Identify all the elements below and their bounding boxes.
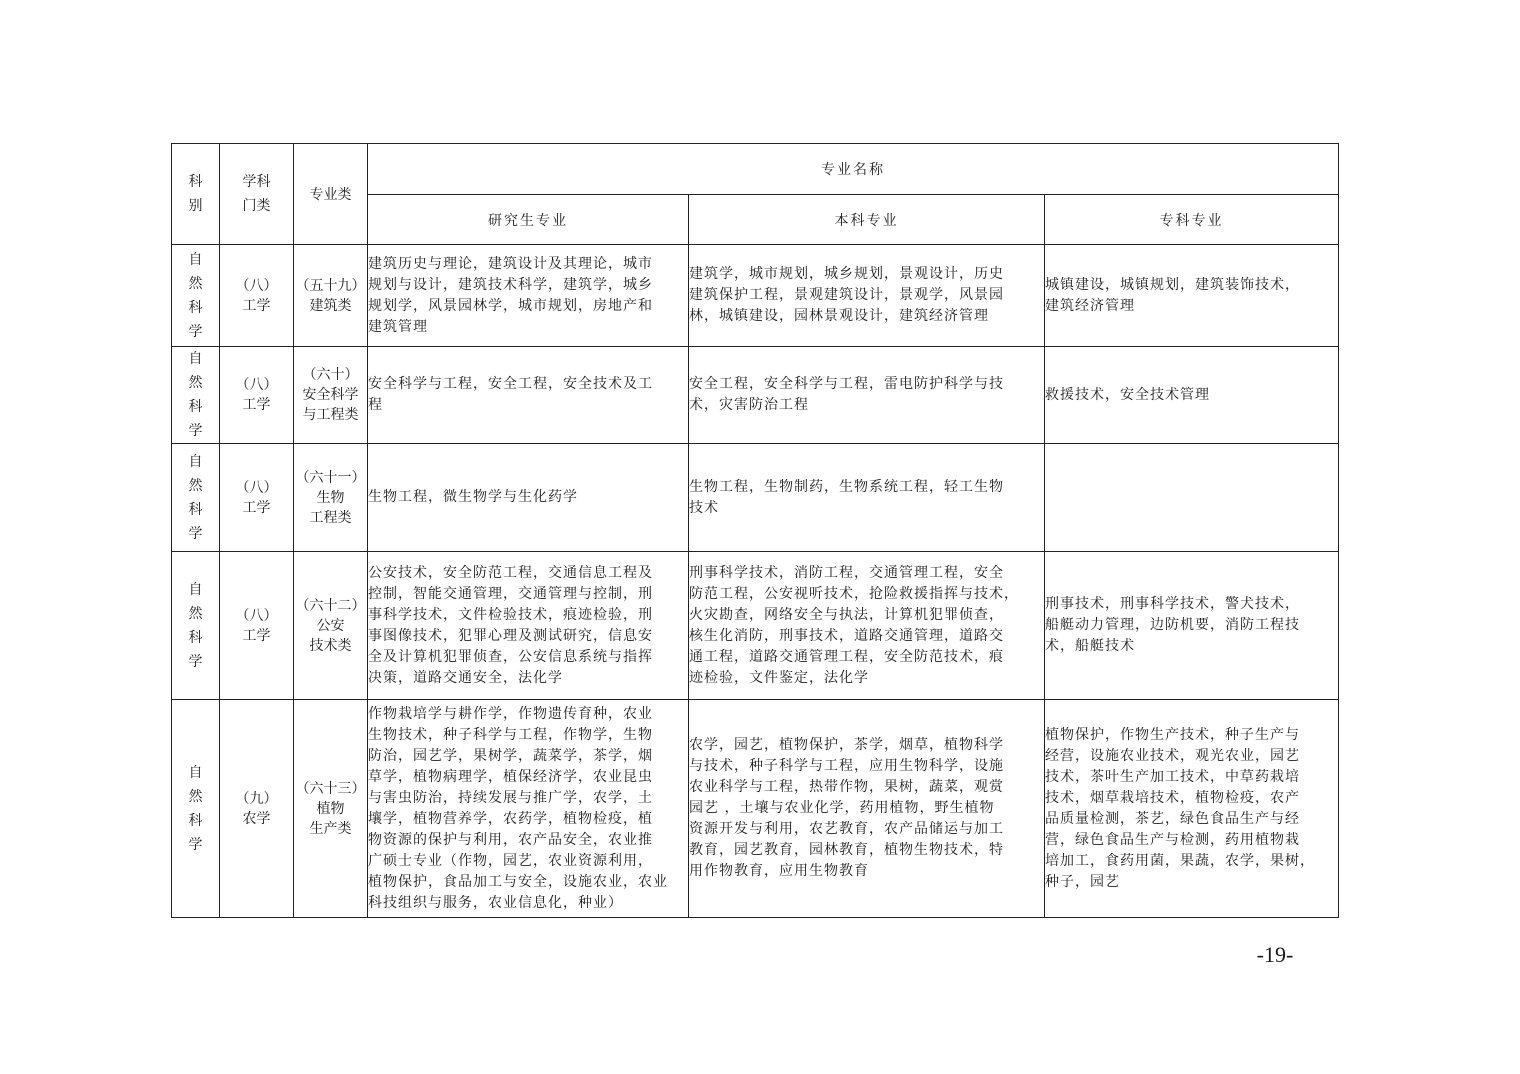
lei-line: 生物: [316, 489, 345, 506]
cell-xueke: [220, 245, 294, 347]
cell-graduate: [368, 700, 689, 918]
header-zhuanyelei: 专业类: [294, 144, 368, 245]
cell-zhuanyelei: [294, 552, 368, 700]
cell-kebie: [172, 552, 220, 700]
lei-line: 工程类: [309, 509, 352, 526]
associate-line: 技术，茶叶生产加工技术，中草药栽培: [1045, 768, 1300, 785]
cell-undergraduate: [689, 552, 1045, 700]
graduate-line: 广硕士专业（作物，园艺，农业资源利用，: [368, 852, 653, 869]
cell-graduate: [368, 552, 689, 700]
cell-kebie: [172, 444, 220, 552]
cell-zhuanyelei: [294, 700, 368, 918]
associate-line: 城镇建设，城镇规划，建筑装饰技术，: [1045, 276, 1300, 293]
header-row-1: [172, 144, 1339, 195]
lei-line: （六十一）: [295, 469, 366, 486]
cell-graduate: [368, 347, 689, 444]
table-row: [172, 444, 1339, 552]
cell-kebie: [172, 245, 220, 347]
table-row: [172, 552, 1339, 700]
lei-line: 技术类: [309, 637, 352, 654]
undergraduate-line: 火灾勘查，网络安全与执法，计算机犯罪侦查，: [689, 606, 1004, 623]
cell-undergraduate: [689, 347, 1045, 444]
undergraduate-line: 防范工程，公安视听技术，抢险救援指挥与技术，: [689, 585, 1019, 602]
undergraduate-line: 技术: [689, 499, 719, 516]
header-kebie: 科别: [172, 144, 220, 245]
graduate-line: 安全科学与工程，安全工程，安全技术及工: [368, 376, 653, 392]
table-body: [172, 245, 1339, 918]
associate-line: 品质量检测，茶艺，绿色食品生产与经: [1045, 810, 1300, 827]
header-xueke: 学科门类: [220, 144, 294, 245]
xueke-line: 工学: [242, 627, 271, 644]
lei-line: （五十九）: [295, 277, 366, 294]
graduate-line: 草学，植物病理学，植保经济学，农业昆虫: [368, 768, 653, 785]
associate-line: 营，绿色食品生产与检测，药用植物栽: [1045, 831, 1300, 848]
cell-associate: [1045, 347, 1339, 444]
graduate-line: 规划与设计，建筑技术科学，建筑学，城乡: [368, 276, 653, 293]
graduate-line: 与害虫防治，持续发展与推广学，农学，土: [368, 789, 653, 806]
undergraduate-line: 林，城镇建设，园林景观设计，建筑经济管理: [689, 308, 989, 324]
xueke-line: 工学: [242, 499, 271, 516]
header-zhuanye-mingcheng: 专业名称: [368, 144, 1339, 195]
graduate-line: 规划学，风景园林学，城市规划，房地产和: [368, 297, 653, 314]
lei-line: （六十三）: [295, 780, 366, 797]
cell-associate: [1045, 444, 1339, 552]
undergraduate-line: 刑事科学技术，消防工程，交通管理工程，安全: [689, 564, 1004, 581]
graduate-line: 建筑管理: [368, 318, 428, 335]
graduate-line: 全及计算机犯罪侦查，公安信息系统与指挥: [368, 648, 653, 665]
xueke-line: 工学: [242, 397, 271, 413]
associate-line: 刑事技术，刑事科学技术，警犬技术，: [1045, 596, 1300, 612]
cell-associate: [1045, 245, 1339, 347]
lei-line: 生产类: [309, 820, 352, 837]
graduate-line: 生物技术，种子科学与工程，作物学，生物: [368, 726, 653, 743]
kebie-text: 自然科学: [188, 351, 203, 439]
associate-line: 术，船艇技术: [1045, 638, 1135, 654]
cell-undergraduate: [689, 444, 1045, 552]
cell-zhuanyelei: [294, 245, 368, 347]
undergraduate-line: 建筑保护工程，景观建筑设计，景观学，风景园: [689, 287, 1004, 303]
undergraduate-line: 生物工程，生物制药，生物系统工程，轻工生物: [689, 478, 1004, 495]
undergraduate-line: 农业科学与工程，热带作物，果树，蔬菜，观赏: [689, 779, 1004, 795]
xueke-line: （九）: [235, 790, 278, 807]
graduate-line: 科技组织与服务，农业信息化，种业）: [368, 894, 623, 911]
lei-line: 建筑类: [309, 297, 352, 314]
associate-line: 培加工，食药用菌，果蔬，农学，果树，: [1045, 852, 1315, 869]
cell-associate: [1045, 700, 1339, 918]
undergraduate-line: 资源开发与利用，农艺教育，农产品储运与加工: [689, 821, 1004, 837]
table-row: [172, 347, 1339, 444]
xueke-line: 工学: [242, 297, 271, 314]
lei-line: （六十）: [302, 367, 359, 383]
table-row: [172, 700, 1339, 918]
lei-line: 公安: [316, 617, 345, 634]
cell-xueke: [220, 552, 294, 700]
table-row: [172, 245, 1339, 347]
kebie-text: 自然科学: [188, 251, 203, 340]
kebie-text: 自然科学: [188, 453, 203, 542]
graduate-line: 事图像技术，犯罪心理及测试研究，信息安: [368, 627, 653, 644]
undergraduate-line: 核生化消防，刑事技术，道路交通管理，道路交: [689, 627, 1004, 644]
associate-line: 技术，烟草栽培技术，植物检疫，农产: [1045, 789, 1300, 806]
xueke-line: （八）: [235, 607, 278, 624]
undergraduate-line: 用作物教育，应用生物教育: [689, 863, 869, 879]
cell-xueke: [220, 347, 294, 444]
lei-line: 与工程类: [302, 407, 359, 423]
cell-xueke: [220, 444, 294, 552]
cell-zhuanyelei: [294, 347, 368, 444]
kebie-text: 自然科学: [188, 764, 203, 853]
cell-zhuanyelei: [294, 444, 368, 552]
graduate-line: 事科学技术，文件检验技术，痕迹检验，刑: [368, 606, 653, 623]
associate-line: 植物保护，作物生产技术，种子生产与: [1045, 726, 1300, 743]
graduate-line: 程: [368, 397, 383, 413]
undergraduate-line: 教育，园艺教育，园林教育，植物生物技术，特: [689, 842, 1004, 858]
major-catalog-table: [171, 143, 1339, 918]
page-number: -19-: [1256, 942, 1294, 967]
undergraduate-line: 建筑学，城市规划，城乡规划，景观设计，历史: [689, 266, 1004, 282]
xueke-line: 农学: [242, 810, 271, 827]
header-undergraduate: 本科专业: [689, 195, 1045, 245]
header-associate: 专科专业: [1045, 195, 1339, 245]
kebie-text: 自然科学: [188, 581, 203, 670]
undergraduate-line: 术，灾害防治工程: [689, 397, 809, 413]
xueke-line: （八）: [235, 277, 278, 294]
undergraduate-line: 安全工程，安全科学与工程，雷电防护科学与技: [689, 376, 1004, 392]
lei-line: （六十二）: [295, 597, 366, 614]
cell-xueke: [220, 700, 294, 918]
undergraduate-line: 农学，园艺，植物保护，茶学，烟草，植物科学: [689, 737, 1004, 753]
graduate-line: 壤学，植物营养学，农药学，植物检疫，植: [368, 810, 653, 827]
cell-kebie: [172, 347, 220, 444]
graduate-line: 决策，道路交通安全，法化学: [368, 669, 563, 686]
undergraduate-line: 通工程，道路交通管理工程，安全防范技术，痕: [689, 648, 1004, 665]
associate-line: 船艇动力管理，边防机要，消防工程技: [1045, 617, 1300, 633]
cell-associate: [1045, 552, 1339, 700]
lei-line: 安全科学: [302, 387, 359, 403]
header-graduate: 研究生专业: [368, 195, 689, 245]
graduate-line: 物资源的保护与利用，农产品安全，农业推: [368, 831, 653, 848]
undergraduate-line: 与技术，种子科学与工程，应用生物科学，设施: [689, 758, 1004, 774]
undergraduate-line: 园艺 ，土壤与农业化学，药用植物，野生植物: [689, 800, 995, 816]
lei-line: 植物: [316, 800, 345, 817]
associate-line: 经营，设施农业技术，观光农业，园艺: [1045, 747, 1300, 764]
associate-line: 种子，园艺: [1045, 873, 1120, 890]
graduate-line: 公安技术，安全防范工程，交通信息工程及: [368, 564, 653, 581]
associate-line: 救援技术，安全技术管理: [1045, 386, 1210, 403]
cell-graduate: [368, 245, 689, 347]
graduate-line: 控制，智能交通管理，交通管理与控制，刑: [368, 585, 653, 602]
cell-undergraduate: [689, 700, 1045, 918]
graduate-line: 建筑历史与理论，建筑设计及其理论，城市: [368, 255, 653, 272]
graduate-line: 植物保护，食品加工与安全，设施农业，农业: [368, 873, 668, 890]
cell-kebie: [172, 700, 220, 918]
graduate-line: 作物栽培学与耕作学，作物遗传育种，农业: [368, 705, 653, 722]
associate-line: 建筑经济管理: [1045, 297, 1135, 314]
cell-graduate: [368, 444, 689, 552]
xueke-line: （八）: [235, 479, 278, 496]
cell-undergraduate: [689, 245, 1045, 347]
undergraduate-line: 迹检验，文件鉴定，法化学: [689, 669, 869, 686]
graduate-line: 防治，园艺学，果树学，蔬菜学，茶学，烟: [368, 747, 653, 764]
xueke-line: （八）: [235, 377, 278, 393]
graduate-line: 生物工程，微生物学与生化药学: [368, 489, 578, 505]
